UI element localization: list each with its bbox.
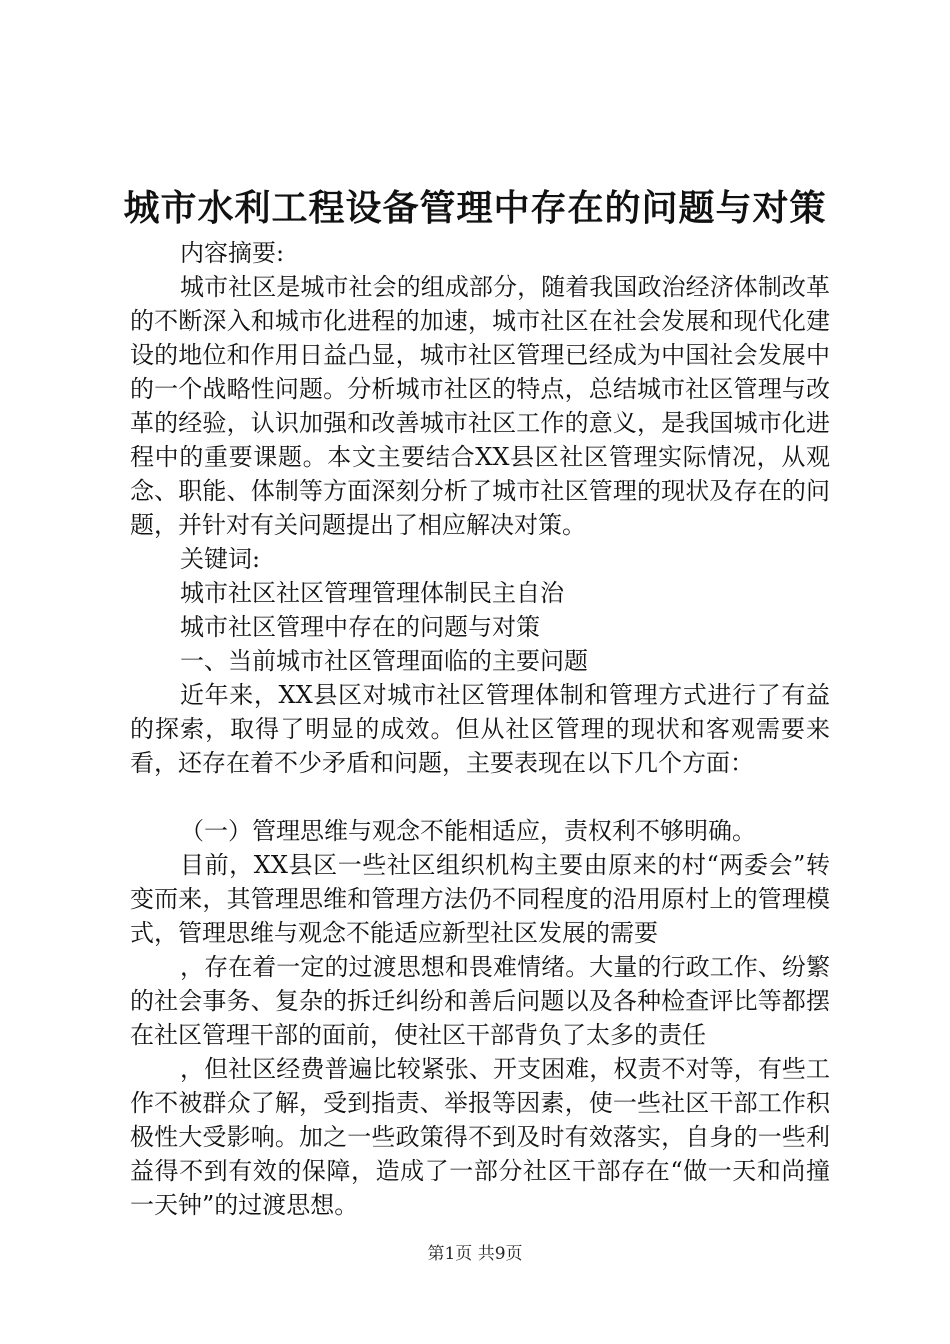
page-footer: 第1页 共9页	[427, 1244, 523, 1264]
keywords-text: 城市社区社区管理管理体制民主自治	[180, 579, 564, 607]
paragraph: 目前，XX县区一些社区组织机构主要由原来的村“两委会”转变而来，其管理思维和管理方法仍不同程度的沿用原村上的管理模式，管理思维与观念不能适应新型社区发展的需要	[130, 851, 830, 947]
keywords-label: 关键词:	[180, 545, 261, 573]
section-heading: 一、当前城市社区管理面临的主要问题	[180, 647, 588, 675]
subtitle: 城市社区管理中存在的问题与对策	[180, 613, 540, 641]
abstract-text: 城市社区是城市社会的组成部分，随着我国政治经济体制改革的不断深入和城市化进程的加速，城市社区在社会发展和现代化建设的地位和作用日益凸显，城市社区管理已经成为中国社会发展中的一个战略性问题。分析城市社区的特点，总结城市社区管理与改革的经验，认识加强和改善城市社区工作的意义，是我国城市化进程中的重要课题。本文主要结合XX县区社区管理实际情况，从观念、职能、体制等方面深刻分析了城市社区管理的现状及存在的问题，并针对有关问题提出了相应解决对策。	[130, 273, 830, 539]
subsection-heading: （一）管理思维与观念不能相适应，责权利不够明确。	[180, 817, 756, 845]
abstract-label: 内容摘要:	[180, 239, 285, 267]
document-body	[130, 236, 830, 1222]
section-intro: 近年来，XX县区对城市社区管理体制和管理方式进行了有益的探索，取得了明显的成效。但从社区管理的现状和客观需要来看，还存在着不少矛盾和问题，主要表现在以下几个方面：	[130, 681, 830, 777]
paragraph: ，但社区经费普遍比较紧张、开支困难，权责不对等，有些工作不被群众了解，受到指责、举报等因素，使一些社区干部工作积极性大受影响。加之一些政策得不到及时有效落实，自身的一些利益得不到有效的保障，造成了一部分社区干部存在“做一天和尚撞一天钟”的过渡思想。	[130, 1055, 830, 1219]
document-title: 城市水利工程设备管理中存在的问题与对策	[123, 187, 827, 229]
paragraph: ，存在着一定的过渡思想和畏难情绪。大量的行政工作、纷繁的社会事务、复杂的拆迁纠纷和善后问题以及各种检查评比等都摆在社区管理干部的面前，使社区干部背负了太多的责任	[130, 953, 830, 1049]
